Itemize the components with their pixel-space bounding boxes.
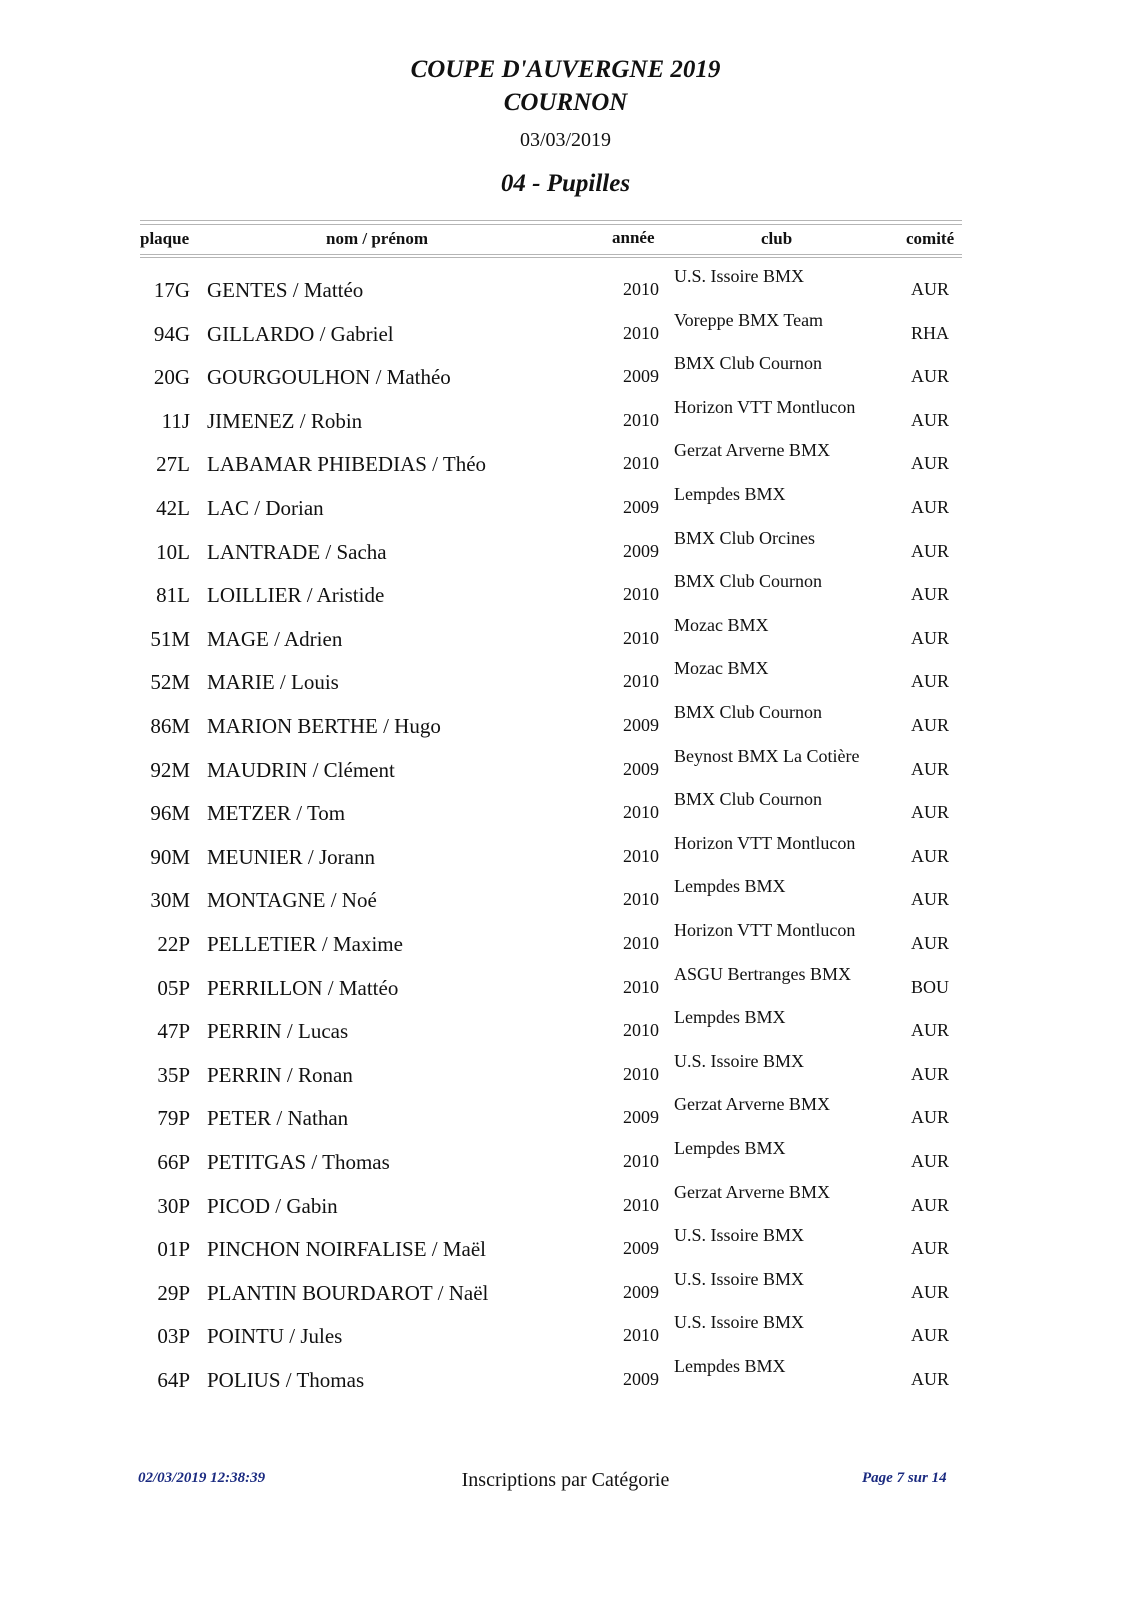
table-row [0, 615, 1131, 659]
comite-cell: AUR [911, 715, 950, 735]
plaque-cell: 22P [157, 932, 190, 956]
club-cell: U.S. Issoire BMX [674, 1312, 805, 1333]
year-cell: 2009 [623, 366, 659, 387]
column-header-plaque: plaque [140, 229, 190, 248]
name-cell: MARION BERTHE / Hugo [207, 714, 441, 738]
club-cell: BMX Club Cournon [674, 571, 823, 592]
year-cell: 2010 [623, 584, 659, 605]
table-row [0, 876, 1131, 920]
comite-cell: AUR [911, 845, 950, 866]
name-cell: POLIUS / Thomas [207, 1368, 365, 1392]
name-cell: MONTAGNE / Noé [207, 888, 377, 913]
table-row [0, 746, 1131, 790]
table-row [0, 397, 1131, 441]
year-cell: 2010 [623, 1151, 659, 1171]
table-row [0, 1356, 1131, 1400]
plaque-cell: 92M [150, 757, 190, 782]
event-date: 03/03/2019 [519, 129, 612, 151]
year-cell: 2010 [623, 627, 659, 648]
plaque-cell: 01P [157, 1237, 190, 1262]
year-cell: 2010 [623, 1020, 659, 1041]
club-cell: Voreppe BMX Team [674, 309, 824, 330]
comite-cell: AUR [911, 279, 950, 299]
column-header-annee: année [612, 228, 655, 247]
footer-timestamp: 02/03/2019 12:38:39 [138, 1470, 266, 1486]
category-title: 04 - Pupilles [500, 170, 631, 197]
name-cell: LABAMAR PHIBEDIAS / Théo [207, 452, 487, 477]
comite-cell: AUR [911, 1107, 950, 1128]
event-title: COUPE D'AUVERGNE 2019 [410, 56, 721, 83]
comite-cell: AUR [911, 366, 950, 387]
name-cell: PETITGAS / Thomas [207, 1150, 390, 1174]
year-cell: 2010 [623, 802, 659, 823]
table-row [0, 1138, 1131, 1182]
plaque-cell: 05P [157, 975, 190, 1000]
club-cell: U.S. Issoire BMX [674, 1050, 805, 1071]
year-cell: 2009 [623, 1107, 659, 1128]
table-row [0, 1225, 1131, 1269]
name-cell: MEUNIER / Jorann [207, 844, 375, 869]
year-cell: 2010 [623, 845, 659, 866]
column-header-nom: nom / prénom [326, 229, 428, 248]
club-cell: U.S. Issoire BMX [674, 1225, 805, 1246]
club-cell: Mozac BMX [674, 614, 769, 635]
name-cell: MAGE / Adrien [207, 626, 343, 651]
year-cell: 2010 [623, 1325, 659, 1346]
plaque-cell: 52M [150, 670, 190, 695]
club-cell: ASGU Bertranges BMX [674, 963, 851, 984]
name-cell: MARIE / Louis [207, 670, 339, 695]
event-location: COURNON [503, 89, 628, 116]
name-cell: MAUDRIN / Clément [207, 757, 395, 782]
comite-cell: AUR [911, 497, 950, 517]
plaque-cell: 79P [157, 1106, 190, 1131]
table-row [0, 658, 1131, 702]
name-cell: LOILLIER / Aristide [207, 583, 385, 608]
table-row [0, 1007, 1131, 1051]
club-cell: Horizon VTT Montlucon [674, 832, 856, 853]
name-cell: PINCHON NOIRFALISE / Maël [207, 1237, 487, 1262]
table-row [0, 1094, 1131, 1138]
year-cell: 2009 [623, 497, 659, 517]
name-cell: PELLETIER / Maxime [207, 932, 403, 956]
year-cell: 2009 [623, 715, 659, 735]
year-cell: 2010 [623, 1194, 659, 1215]
plaque-cell: 96M [150, 801, 190, 826]
comite-cell: AUR [911, 802, 950, 823]
comite-cell: AUR [911, 1063, 950, 1084]
comite-cell: AUR [911, 1325, 950, 1346]
club-cell: BMX Club Orcines [674, 527, 815, 548]
club-cell: Horizon VTT Montlucon [674, 920, 856, 940]
comite-cell: AUR [911, 889, 950, 910]
comite-cell: BOU [911, 976, 950, 997]
club-cell: BMX Club Cournon [674, 702, 823, 722]
comite-cell: AUR [911, 540, 950, 561]
year-cell: 2010 [623, 1063, 659, 1084]
club-cell: Lempdes BMX [674, 1356, 786, 1376]
name-cell: METZER / Tom [207, 801, 346, 826]
year-cell: 2010 [623, 933, 659, 953]
name-cell: LANTRADE / Sacha [207, 539, 387, 564]
name-cell: GILLARDO / Gabriel [207, 321, 394, 346]
comite-cell: AUR [911, 758, 950, 779]
year-cell: 2009 [623, 1281, 659, 1302]
club-cell: BMX Club Cournon [674, 353, 823, 374]
club-cell: Gerzat Arverne BMX [674, 1181, 830, 1202]
plaque-cell: 30P [157, 1193, 190, 1218]
year-cell: 2009 [623, 540, 659, 561]
table-row [0, 964, 1131, 1008]
footer-report-name: Inscriptions par Catégorie [461, 1469, 670, 1491]
comite-cell: AUR [911, 671, 950, 692]
club-cell: Lempdes BMX [674, 876, 786, 897]
plaque-cell: 42L [156, 496, 190, 520]
year-cell: 2010 [623, 976, 659, 997]
table-row [0, 920, 1131, 964]
club-cell: Lempdes BMX [674, 484, 786, 504]
comite-cell: AUR [911, 1369, 950, 1389]
name-cell: GENTES / Mattéo [207, 278, 364, 302]
year-cell: 2010 [623, 453, 659, 474]
comite-cell: AUR [911, 1020, 950, 1041]
club-cell: Lempdes BMX [674, 1138, 786, 1158]
name-cell: PICOD / Gabin [207, 1193, 338, 1218]
plaque-cell: 29P [157, 1280, 190, 1305]
name-cell: LAC / Dorian [207, 496, 324, 520]
table-row [0, 266, 1131, 310]
year-cell: 2010 [623, 671, 659, 692]
plaque-cell: 86M [150, 714, 190, 738]
plaque-cell: 30M [150, 888, 190, 913]
name-cell: PLANTIN BOURDAROT / Naël [207, 1280, 489, 1305]
column-header-comite: comité [906, 229, 955, 248]
year-cell: 2009 [623, 1238, 659, 1259]
year-cell: 2010 [623, 279, 659, 299]
club-cell: Lempdes BMX [674, 1007, 786, 1028]
plaque-cell: 81L [156, 583, 190, 608]
name-cell: PERRIN / Lucas [207, 1019, 349, 1044]
year-cell: 2009 [623, 1369, 659, 1389]
comite-cell: AUR [911, 1281, 950, 1302]
table-row [0, 789, 1131, 833]
club-cell: BMX Club Cournon [674, 789, 823, 810]
table-row [0, 702, 1131, 746]
club-cell: Gerzat Arverne BMX [674, 440, 830, 461]
plaque-cell: 66P [157, 1150, 190, 1174]
plaque-cell: 47P [157, 1019, 190, 1044]
comite-cell: RHA [911, 322, 950, 343]
year-cell: 2009 [623, 758, 659, 779]
comite-cell: AUR [911, 584, 950, 605]
comite-cell: AUR [911, 627, 950, 648]
table-row [0, 1182, 1131, 1226]
year-cell: 2010 [623, 322, 659, 343]
table-row [0, 571, 1131, 615]
table-row [0, 528, 1131, 572]
table-row [0, 310, 1131, 354]
comite-cell: AUR [911, 1238, 950, 1259]
comite-cell: AUR [911, 409, 950, 430]
table-row [0, 353, 1131, 397]
name-cell: JIMENEZ / Robin [207, 408, 363, 433]
year-cell: 2010 [623, 409, 659, 430]
plaque-cell: 94G [153, 321, 190, 346]
plaque-cell: 35P [157, 1062, 190, 1087]
club-cell: U.S. Issoire BMX [674, 1268, 805, 1289]
club-cell: U.S. Issoire BMX [674, 266, 805, 286]
club-cell: Gerzat Arverne BMX [674, 1094, 830, 1115]
plaque-cell: 90M [150, 844, 190, 869]
plaque-cell: 11J [161, 408, 190, 433]
comite-cell: AUR [911, 1194, 950, 1215]
year-cell: 2010 [623, 889, 659, 910]
comite-cell: AUR [911, 1151, 950, 1171]
name-cell: PETER / Nathan [207, 1106, 349, 1131]
plaque-cell: 17G [153, 278, 190, 302]
footer-page-number: Page 7 sur 14 [862, 1470, 947, 1486]
table-row [0, 1051, 1131, 1095]
table-row [0, 440, 1131, 484]
table-row [0, 484, 1131, 528]
comite-cell: AUR [911, 933, 950, 953]
plaque-cell: 27L [156, 452, 190, 477]
plaque-cell: 51M [150, 626, 190, 651]
table-row [0, 1312, 1131, 1356]
table-row [0, 1269, 1131, 1313]
comite-cell: AUR [911, 453, 950, 474]
plaque-cell: 03P [157, 1324, 190, 1349]
name-cell: PERRIN / Ronan [207, 1062, 353, 1087]
club-cell: Beynost BMX La Cotière [674, 745, 860, 766]
plaque-cell: 20G [153, 365, 190, 390]
club-cell: Mozac BMX [674, 658, 769, 679]
column-header-club: club [761, 229, 793, 248]
table-row [0, 833, 1131, 877]
club-cell: Horizon VTT Montlucon [674, 396, 856, 417]
name-cell: POINTU / Jules [207, 1324, 343, 1349]
name-cell: GOURGOULHON / Mathéo [207, 365, 451, 390]
name-cell: PERRILLON / Mattéo [207, 975, 399, 1000]
plaque-cell: 10L [156, 539, 190, 564]
plaque-cell: 64P [157, 1368, 190, 1392]
